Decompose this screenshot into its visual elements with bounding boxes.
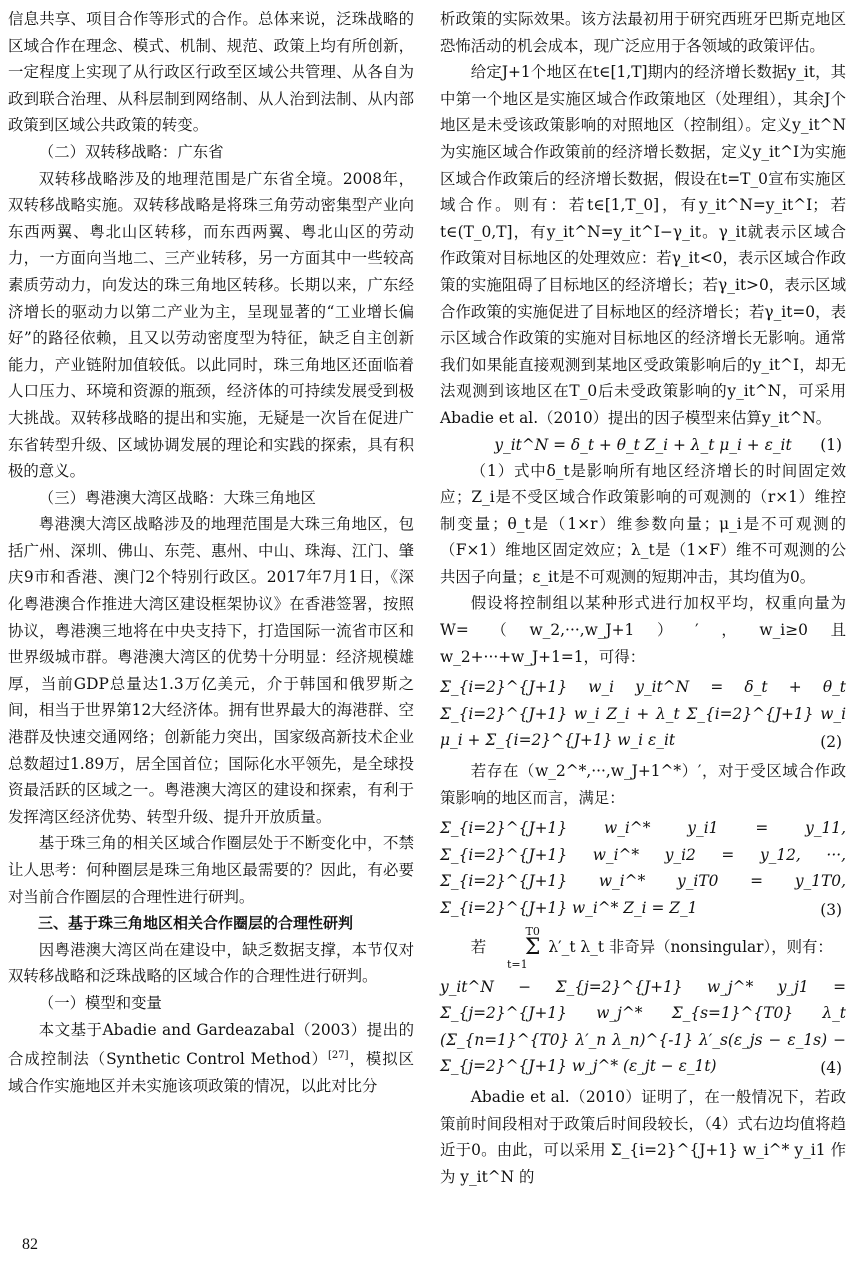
subsection-heading: （三）粤港澳大湾区战略：大珠三角地区 [38,488,316,507]
paragraph: 粤港澳大湾区战略涉及的地理范围是大珠三角地区，包括广州、深圳、佛山、东莞、惠州、中山、珠海、江门、肇庆9市和香港、澳门2个特别行政区。2017年7月1日，《深化粤港澳合作推进大湾区建设框架协议》在香港签署，按照协议，粤港澳三地将在中央支持下，打造国际一流省市区和世界级城市群。粤港澳大湾区的优势十分明显：经济规模雄厚，当前GDP总量达1.3万亿美元，介于韩国和俄罗斯之间，相当于世界第12大经济体。拥有世界最大的海港群、空港群及快速交通网络；创新能力突出，国家级高新技术企业总数超过1.89万，居全国首位；国际化水平领先，是全球投资最活跃的区域之一。粤港澳大湾区的建设和探索，有利于发挥湾区经济优势、转型升级、提升开放质量。 [8,515,414,826]
paragraph: 因粤港澳大湾区尚在建设中，缺乏数据支撑，本节仅对双转移战略和泛珠战略的区域合作的合理性进行研判。 [8,940,414,986]
right-column [440,6,846,1190]
paragraph-text: 若 [470,937,487,956]
section-heading: 三、基于珠三角地区相关合作圈层的合理性研判 [38,914,354,933]
equation-body: Σ_{i=2}^{J+1} w_i^* y_i1 = y_11, Σ_{i=2}^{J+1} w_i^* y_i2 = y_12, ···, Σ_{i=2}^{J+1} w_i^* y_iT0 = y_1T0, Σ_{i=2}^{J+1} w_i^* Z_i = Z_1 [440,819,846,917]
paragraph: 若存在（w_2^*,···,w_J+1^*）′，对于受区域合作政策影响的地区而言，满足： [440,762,846,807]
paragraph [8,1017,414,1100]
equation-1 [440,432,846,458]
paragraph-text: 本文基于Abadie and Gardeazabal（2003）提出的合成控制法（Synthetic Control Method） [8,1020,414,1069]
page-number: 82 [22,1236,38,1253]
equation-body: Σ_{i=2}^{J+1} w_i y_it^N = δ_t + θ_t Σ_{i=2}^{J+1} w_i Z_i + λ_t Σ_{i=2}^{J+1} w_i μ_i + Σ_{i=2}^{J+1} w_i ε_it [440,678,846,750]
equation-body: y_it^N − Σ_{j=2}^{J+1} w_j^* y_j1 = Σ_{j=2}^{J+1} w_j^* Σ_{s=1}^{T0} λ_t (Σ_{n=1}^{T0} λ′_n λ_n)^{-1} λ′_s(ε_js − ε_1s) − Σ_{j=2}^{J+1} w_j^* (ε_jt − ε_1t) [440,977,846,1076]
summation-symbol: T0 Σ t=1 [506,924,541,971]
equation-body: y_it^N = δ_t + θ_t Z_i + λ_t μ_i + ε_it [494,435,792,454]
paragraph: 给定J+1个地区在t∈[1,T]期内的经济增长数据y_it，其中第一个地区是实施区域合作政策地区（处理组），其余J个地区是未受该政策影响的对照地区（控制组）。定义y_it^N为实施区域合作政策前的经济增长数据，定义y_it^I为实施区域合作政策后的经济增长数据，假设在t=T_0宣布实施区域合作。则有：若t∈[1,T_0]，有y_it^N=y_it^I；若t∈(T_0,T]，有y_it^N=y_it^I−γ_it。γ_it就表示区域合作政策对目标地区的处理效应：若γ_it<0，表示区域合作政策的实施阻碍了目标地区的经济增长；若γ_it>0，表示区域合作政策的实施促进了目标地区的经济增长；若γ_it=0，表示区域合作政策的实施对目标地区的经济增长无影响。通常我们如果能直接观测到某地区受政策影响后的y_it^I，却无法观测到该地区在T_0后未受政策影响的y_it^N，可采用Abadie et al.（2010）提出的因子模型来估算y_it^N。 [440,63,846,427]
paragraph: 信息共享、项目合作等形式的合作。总体来说，泛珠战略的区域合作在理念、模式、机制、规范、政策上均有所创新，一定程度上实现了从行政区行政至区域公共管理、从各自为政到联合治理、从科层制到网络制、从人治到法制、从内部政策到区域公共政策的转变。 [8,10,414,135]
citation-ref: [27] [328,1050,349,1062]
subsection-heading: （一）模型和变量 [38,993,162,1012]
equation-number: (1) [820,435,842,454]
paragraph: 基于珠三角的相关区域合作圈层处于不断变化中，不禁让人思考：何种圈层是珠三角地区最需要的？因此，有必要对当前合作圈层的合理性进行研判。 [8,834,414,906]
equation-number: (2) [820,733,842,752]
equation-number: (4) [820,1059,842,1078]
paragraph [440,926,846,970]
paragraph-text: ，模拟区域合作实施地区并未实施该项政策的情况，以此对比分 [8,1050,414,1095]
left-column [8,6,414,1099]
paragraph: （1）式中δ_t是影响所有地区经济增长的时间固定效应；Z_i是不受区域合作政策影响的可观测的（r×1）维控制变量；θ_t是（1×r）维参数向量；μ_i是不可观测的（F×1）维地区固定效应；λ_t是（1×F）维不可观测的公共因子向量；ε_it是不可观测的短期冲击，其均值为0。 [440,461,846,586]
paragraph: 双转移战略涉及的地理范围是广东省全境。2008年，双转移战略实施。双转移战略是将珠三角劳动密集型产业向东西两翼、粤北山区转移，而东西两翼、粤北山区的劳动力，一方面向当地二、三产业转移，另一方面其中一些较高素质劳动力，向发达的珠三角地区转移。长期以来，广东经济增长的驱动力以第二产业为主，呈现显著的“工业增长偏好”的路径依赖，且又以劳动密度型为特征，缺乏自主创新能力，产业链附加值较低。以此同时，珠三角地区还面临着人口压力、环境和资源的瓶颈，经济体的可持续发展受到极大挑战。双转移战略的提出和实施，无疑是一次旨在促进广东省转型升级、区域协调发展的理论和实践的探索，具有积极的意义。 [8,169,414,481]
paragraph: 假设将控制组以某种形式进行加权平均，权重向量为W=（w_2,···,w_J+1）′，w_i≥0且w_2+···+w_J+1=1，可得： [440,594,846,666]
paragraph: 析政策的实际效果。该方法最初用于研究西班牙巴斯克地区恐怖活动的机会成本，现广泛应用于各领域的政策评估。 [440,10,846,55]
paragraph-text: λ′_t λ_t 非奇异（nonsingular），则有： [548,937,833,956]
subsection-heading: （二）双转移战略：广东省 [38,142,224,161]
paragraph: Abadie et al.（2010）证明了，在一般情况下，若政策前时间段相对于政策后时间段较长，（4）式右边均值将趋近于0。由此，可以采用 Σ_{i=2}^{J+1} w_i^* y_i1 作为 y_it^N 的 [440,1087,846,1186]
equation-2 [440,670,846,758]
equation-number: (3) [820,901,842,919]
equation-3 [440,811,846,925]
equation-4 [440,970,846,1084]
